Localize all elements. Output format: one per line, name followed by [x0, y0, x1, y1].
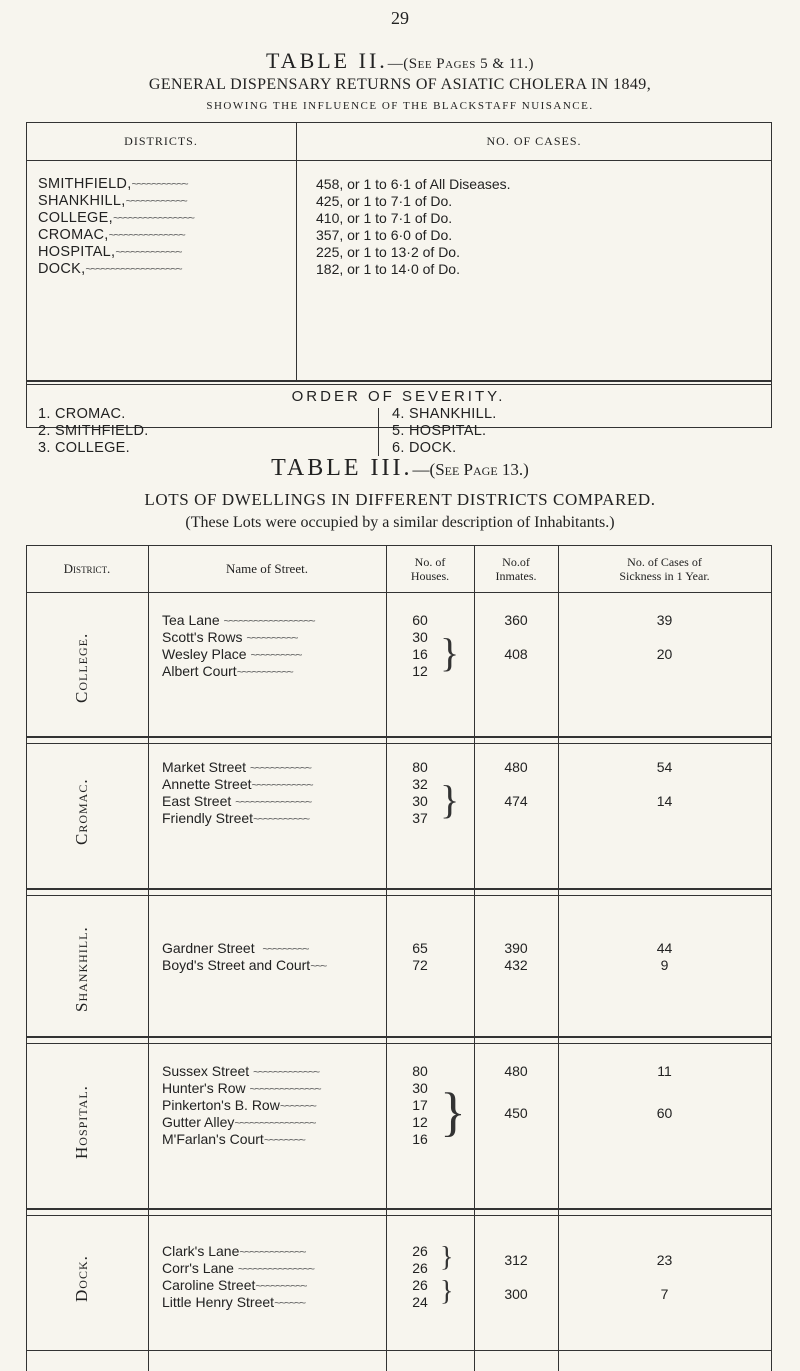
table2-row-district: SHANKHILL,~~~~~~~~~~~~: [38, 193, 186, 209]
table3-col-inmates-line1: No.of: [502, 555, 530, 569]
table2-row-district: COLLEGE,~~~~~~~~~~~~~~~~: [38, 210, 194, 226]
severity-divider: [378, 408, 379, 456]
houses-value: 37: [412, 810, 428, 826]
houses-value: 26: [412, 1243, 428, 1259]
table3-group-rule: [26, 1036, 772, 1038]
table2-row-district: DOCK,~~~~~~~~~~~~~~~~~~~: [38, 261, 181, 277]
table3-left-border: [26, 545, 27, 1371]
table3-note: (These Lots were occupied by a similar description of Inhabitants.): [185, 514, 615, 531]
table2-row-cases: 182, or 1 to 14·0 of Do.: [316, 261, 460, 277]
cases-value: 23: [656, 1252, 673, 1268]
table2-row-cases: 425, or 1 to 7·1 of Do.: [316, 193, 453, 209]
table3-title-main: TABLE III.: [271, 455, 413, 481]
severity-item: 4. SHANKHILL.: [392, 406, 497, 422]
cases-value: 14: [656, 793, 673, 809]
table3-title: [0, 455, 800, 482]
street-name: Pinkerton's B. Row~~~~~~~: [162, 1097, 315, 1113]
houses-value: 16: [412, 1131, 428, 1147]
table3-col-line: [386, 545, 387, 1371]
table3-group-rule: [26, 1208, 772, 1210]
cases-value: 9: [660, 957, 669, 973]
table2-bottom-rule: [26, 380, 771, 382]
district-label: College.: [72, 632, 91, 704]
street-name: Boyd's Street and Court~~~: [162, 957, 326, 973]
table3-col-houses-line1: No. of: [414, 555, 446, 569]
cases-value: 44: [656, 940, 673, 956]
street-name: Hunter's Row ~~~~~~~~~~~~~~: [162, 1080, 320, 1096]
severity-item: 6. DOCK.: [392, 440, 457, 456]
street-name: Clark's Lane~~~~~~~~~~~~~: [162, 1243, 305, 1259]
table2-title-main: TABLE II.: [266, 48, 388, 73]
cases-value: 7: [660, 1286, 669, 1302]
severity-item: 1. CROMAC.: [38, 406, 126, 422]
brace: }: [440, 1082, 466, 1142]
severity-item: 5. HOSPITAL.: [392, 423, 487, 439]
table3-col-inmates-line2: Inmates.: [495, 569, 537, 583]
table3-bottom-rule: [26, 1350, 772, 1351]
district-label: Dock.: [72, 1255, 91, 1303]
table3-title-ref: —(See Page 13.): [412, 460, 529, 479]
district-label: Cromac.: [72, 778, 91, 846]
district-label: Hospital.: [72, 1085, 91, 1159]
table2-row-cases: 357, or 1 to 6·0 of Do.: [316, 227, 453, 243]
street-name: Gutter Alley~~~~~~~~~~~~~~~~: [162, 1114, 315, 1130]
inmates-value: 300: [504, 1286, 528, 1302]
table3-col-houses: [386, 555, 474, 583]
table2-heading: GENERAL DISPENSARY RETURNS OF ASIATIC CHOLERA IN 1849,: [148, 76, 652, 93]
table3-group-rule: [26, 1043, 772, 1044]
table2-row-cases: 225, or 1 to 13·2 of Do.: [316, 244, 460, 260]
table3-group-rule: [26, 736, 772, 738]
street-name: Corr's Lane ~~~~~~~~~~~~~~~: [162, 1260, 313, 1276]
table3-col-street: Name of Street.: [226, 561, 308, 576]
street-name: Gardner Street ~~~~~~~~~: [162, 940, 308, 956]
houses-value: 60: [412, 612, 428, 628]
table2-title: [0, 48, 800, 74]
inmates-value: 432: [504, 957, 528, 973]
table3-top-border: [26, 545, 772, 546]
street-name: Friendly Street~~~~~~~~~~~: [162, 810, 309, 826]
street-name: M'Farlan's Court~~~~~~~~: [162, 1131, 304, 1147]
houses-value: 80: [412, 759, 428, 775]
houses-value: 17: [412, 1097, 428, 1113]
inmates-value: 390: [504, 940, 528, 956]
inmates-value: 480: [504, 1063, 528, 1079]
table3-col-houses-line2: Houses.: [410, 569, 450, 583]
table2-title-ref: —(See Pages 5 & 11.): [387, 56, 534, 72]
brace: }: [440, 630, 460, 675]
table3-col-district: District.: [63, 561, 111, 576]
cases-value: 11: [657, 1063, 672, 1079]
cases-value: 39: [656, 612, 673, 628]
table2-col-districts: DISTRICTS.: [124, 134, 198, 148]
table2-bottom-rule-2: [26, 384, 771, 385]
houses-value: 30: [412, 1080, 428, 1096]
table3-col-inmates: [474, 555, 558, 583]
inmates-value: 312: [504, 1252, 528, 1268]
houses-value: 24: [412, 1294, 428, 1310]
street-name: Annette Street~~~~~~~~~~~~: [162, 776, 312, 792]
district-label: Shankhill.: [72, 926, 91, 1012]
houses-value: 26: [412, 1260, 428, 1276]
houses-value: 12: [412, 1114, 428, 1130]
table3-right-border: [771, 545, 772, 1371]
cases-value: 54: [656, 759, 673, 775]
brace: }: [440, 1242, 454, 1273]
table3-group-rule: [26, 743, 772, 744]
street-name: Albert Court~~~~~~~~~~~: [162, 663, 292, 679]
inmates-value: 450: [504, 1105, 528, 1121]
cases-value: 20: [656, 646, 673, 662]
houses-value: 32: [412, 776, 428, 792]
inmates-value: 360: [504, 612, 528, 628]
cases-value: 60: [656, 1105, 673, 1121]
table2-row-cases: 458, or 1 to 6·1 of All Diseases.: [316, 176, 511, 192]
street-name: Little Henry Street~~~~~~: [162, 1294, 305, 1310]
street-name: Scott's Rows ~~~~~~~~~~: [162, 629, 297, 645]
street-name: Market Street ~~~~~~~~~~~~: [162, 759, 311, 775]
table3-col-cases: [558, 555, 771, 583]
inmates-value: 474: [504, 793, 528, 809]
houses-value: 16: [412, 646, 428, 662]
street-name: East Street ~~~~~~~~~~~~~~~: [162, 793, 311, 809]
houses-value: 26: [412, 1277, 428, 1293]
table2-row-district: HOSPITAL,~~~~~~~~~~~~~: [38, 244, 181, 260]
table3-heading: LOTS OF DWELLINGS IN DIFFERENT DISTRICTS COMPARED.: [144, 490, 656, 509]
table3-header-rule: [26, 592, 772, 593]
inmates-value: 408: [504, 646, 528, 662]
table2-row-district: CROMAC,~~~~~~~~~~~~~~~: [38, 227, 184, 243]
severity-item: 2. SMITHFIELD.: [38, 423, 149, 439]
street-name: Sussex Street ~~~~~~~~~~~~~: [162, 1063, 319, 1079]
houses-value: 80: [412, 1063, 428, 1079]
houses-value: 30: [412, 793, 428, 809]
houses-value: 30: [412, 629, 428, 645]
brace: }: [440, 777, 460, 822]
table2-row-cases: 410, or 1 to 7·1 of Do.: [316, 210, 453, 226]
severity-title: ORDER OF SEVERITY.: [291, 388, 506, 405]
houses-value: 65: [412, 940, 428, 956]
inmates-value: 480: [504, 759, 528, 775]
table3-col-cases-line1: No. of Cases of: [627, 555, 702, 569]
table3-group-rule: [26, 895, 772, 896]
table2-col-divider: [296, 122, 297, 382]
table2-col-cases: NO. OF CASES.: [486, 134, 582, 148]
table2-header-rule: [26, 160, 771, 161]
table3-col-cases-line2: Sickness in 1 Year.: [619, 569, 710, 583]
table3-group-rule: [26, 1215, 772, 1216]
table2-subheading: SHOWING THE INFLUENCE OF THE BLACKSTAFF NUISANCE.: [206, 100, 594, 112]
table3-group-rule: [26, 888, 772, 890]
street-name: Caroline Street~~~~~~~~~~: [162, 1277, 306, 1293]
severity-item: 3. COLLEGE.: [38, 440, 130, 456]
page-number: 29: [391, 8, 409, 28]
houses-value: 72: [412, 957, 428, 973]
table3-col-line: [148, 545, 149, 1371]
street-name: Tea Lane ~~~~~~~~~~~~~~~~~~: [162, 612, 314, 628]
street-name: Wesley Place ~~~~~~~~~~: [162, 646, 301, 662]
houses-value: 12: [412, 663, 428, 679]
table2-row-district: SMITHFIELD,~~~~~~~~~~~: [38, 176, 187, 192]
brace: }: [440, 1276, 454, 1307]
